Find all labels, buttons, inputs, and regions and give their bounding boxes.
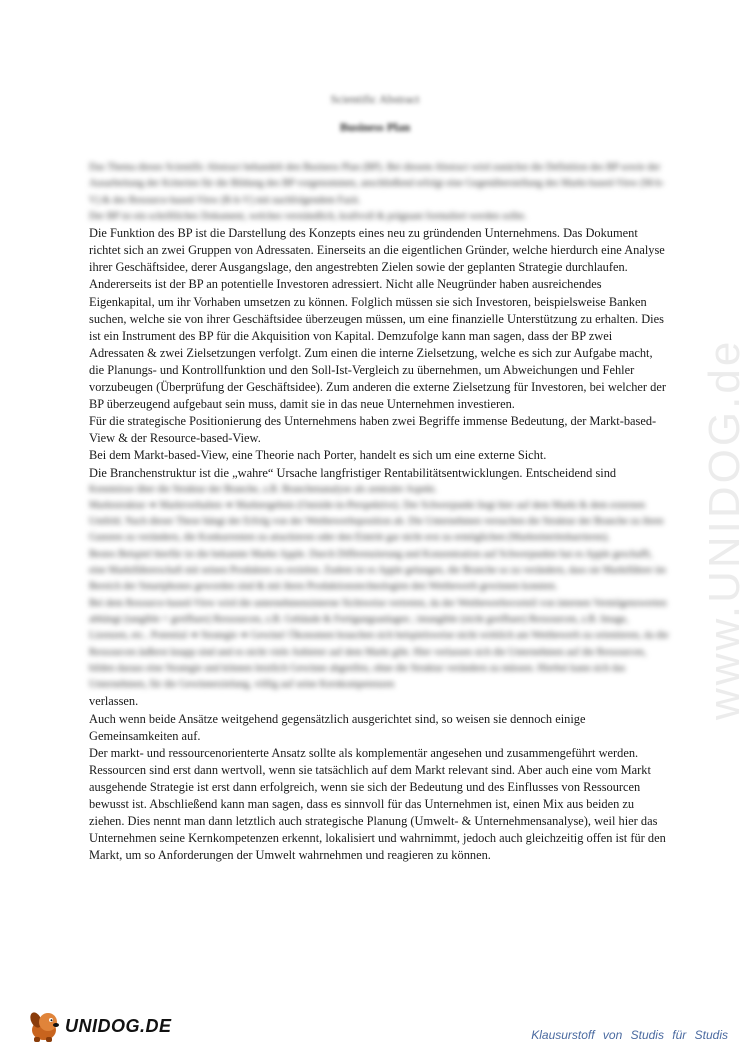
clear-block-1	[89, 225, 669, 481]
paragraph-fazit: Der markt- und ressourcenorienterte Ansatz sollte als komplementär angesehen und zusammengeführt werden. Ressourcen sind erst dann wertvoll, wenn sie tatsächlich auf dem Markt relevant sind. Aber auch eine vom Markt ausgehende Strategie ist erst dann erfolgreich, wenn sie sich der Bedeutung und des Einflusses von Ressourcen bewusst ist. Abschließend kann man sagen, dass es sinnvoll für das Unternehmen ist, einen Mix aus beiden zu ziehen. Dies nennt man dann letztlich auch strategische Planung (Umwelt- & Unternehmensanalyse), weil hier das Unternehmen seine Kernkompetenzen erkennt, lokalisiert und wahrnimmt, jedoch auch gleichzeitig offen ist für den Markt, um so Anforderungen der Umwelt wahrnehmen und reagieren zu können.	[89, 745, 666, 863]
document-title: Scientific Abstract	[330, 92, 420, 106]
document-subtitle: Business Plan	[339, 120, 411, 134]
middle-paragraph-3: Bestes Beispiel hierfür ist die bekannte Marke Apple. Durch Differenzierung und Konzentration auf Schwerpunkte hat es Apple geschafft, eine Marktführerschaft mit seinen Produkten zu erzielen. Zudem ist es Apple gelungen, die Branche so zu verändern, dass sie Marktführer im Bereich der Smartphones geworden sind & mit ihren Produktionstechnologien den Wettbewerb gewinnen konnten.	[89, 548, 666, 593]
paragraph-gemeinsamkeiten: Auch wenn beide Ansätze weitgehend gegensätzlich ausgerichtet sind, so weisen sie dennoch einige Gemeinsamkeiten auf.	[89, 711, 586, 743]
document-body	[89, 160, 669, 864]
intro-paragraph-1: Das Thema dieses Scientific Abstract behandelt den Business Plan (BP). Bei diesem Abstract wird zunächst die Definition des BP sowie der Ausarbeitung der Kriterien für die Bildung des BP vorgenommen, anschließend erfolgt eine Gegenüberstellung des Markt-based-View (M-b-V) & des Resource-based-View (R-b-V) mit nachfolgendem Fazit.	[89, 162, 665, 206]
logo-text: UNIDOG.DE	[65, 1015, 172, 1036]
intro-blurred	[89, 160, 669, 225]
middle-paragraph-4: Bei dem Resource-based-View wird die unternehmensinterne Sichtweise vertreten, da der Wettbewerbsvorteil von internen Vermögenswerten abhängt (tangible = greifbare) Ressourcen, z.B. Gebäude & Fertigungsanlagen ; intangible (nicht greifbare) Ressourcen, z.B. Image, Lizenzen, etc.. Potential ➔ Strategie ➔ Gewinn! Ökonomen brauchen sich beispielsweise nicht wirklich am Wettbewerb zu orientieren, da die Ressourcen äußerst knapp sind und es nicht viele Anbieter auf dem Markt gibt. Hier verlassen sich die Unternehmen auf die Ressourcen, bilden daraus eine Strategie und können letztlich Gewinne abgreifen, ohne die Struktur verändern zu müssen. Hierbei kann sich das Unternehmen, für die Gewinnerzielung, völlig auf seine Kernkompetenzen	[89, 597, 669, 691]
middle-blurred	[89, 482, 669, 694]
paragraph-funktion: Die Funktion des BP ist die Darstellung des Konzepts eines neu zu gründenden Unternehmens. Das Dokument richtet sich an zwei Gruppen von Adressaten. Einerseits an die eigentlichen Gründer, welche hierdurch eine Analyse ihrer Geschäftsidee, derer Ausgangslage, den angestrebten Zielen sowie der geplanten Strategie durchlaufen.	[89, 226, 665, 275]
dog-icon	[26, 1008, 62, 1044]
paragraph-positionierung: Für die strategische Positionierung des Unternehmens haben zwei Begriffe immense Bedeutung, der Markt-based-View & der Resource-based-View.	[89, 414, 657, 446]
intro-paragraph-2: Der BP ist ein schriftliches Dokument, welches verständlich, kraftvoll & prägnant formuliert werden sollte.	[89, 210, 527, 222]
paragraph-branchenstruktur: Die Branchenstruktur ist die „wahre“ Ursache langfristiger Rentabilitätsentwicklungen. Entscheidend sind	[89, 465, 617, 480]
unidog-logo[interactable]	[26, 1004, 172, 1048]
middle-paragraph-2: Marktstruktur ➔ Marktverhalten ➔ Marktergebnis (Outside-in-Perspektive). Der Schwerpunkt liegt hier auf dem Markt & dem externen Umfeld. Nach dieser These hängt der Erfolg von der Wettbewerbsposition ab. Die Unternehmen versuchen die Struktur der Branche zu ihren Gunsten zu verändern, die Konkurrenten zu attackieren oder den Eintritt gar nicht erst zu ermöglichen (Markteintrittsbarrieren).	[89, 499, 664, 544]
middle-paragraph-1: Kenntnisse über die Struktur der Branche, z.B. Branchenanalyse als zentraler Aspekt.	[89, 483, 437, 495]
footer-tagline: Klausurstoff von Studis für Studis	[531, 1028, 728, 1042]
clear-block-2	[89, 693, 669, 864]
paragraph-markt-based-view: Bei dem Markt-based-View, eine Theorie nach Porter, handelt es sich um eine externe Sicht.	[89, 448, 547, 463]
paragraph-verlassen: verlassen.	[89, 694, 139, 709]
paragraph-investoren: Andererseits ist der BP an potentielle Investoren adressiert. Nicht alle Neugründer haben ausreichendes Eigenkapital, um ihr Vorhaben umsetzen zu können. Folglich müssen sie sich Investoren, beispielsweise Banken suchen, welche sie von ihrer Geschäftsidee überzeugen müssen, um eine finanzielle Unterstützung zu erhalten. Dies ist ein Instrument des BP für die Akquisition von Kapital. Demzufolge kann man sagen, dass der BP zwei Adressaten & zwei Zielsetzungen verfolgt. Zum einen die interne Zielsetzung, welche es sich zur Aufgabe macht, die Planungs- und Kontrollfunktion und den Soll-Ist-Vergleich zu übernehmen, um Abweichungen und Fehler vorzubeugen (Überprüfung der Geschäftsidee). Zum anderen die externe Zielsetzung für Investoren, bei welcher der BP überzeugend aufgebaut sein muss, damit sie in das neue Unternehmen investieren.	[89, 277, 666, 412]
watermark-text: www.UNIDOG.de	[700, 338, 749, 720]
